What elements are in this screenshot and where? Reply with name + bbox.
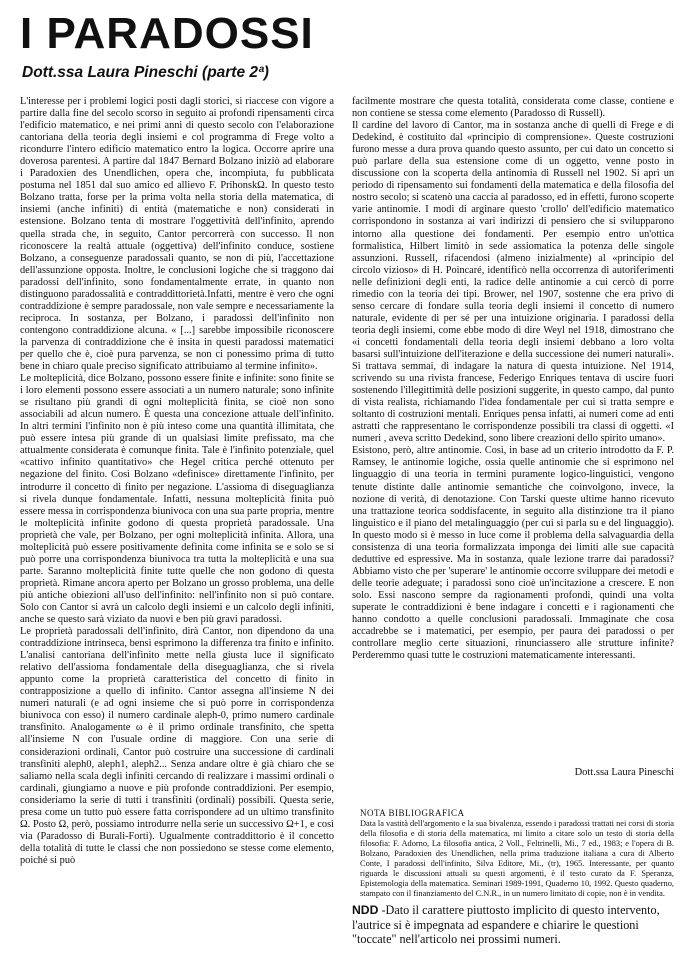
bibliography-heading: NOTA BIBLIOGRAFICA <box>360 808 465 818</box>
paragraph: Esistono, però, altre antinomie. Così, in base ad un criterio introdotto da F. P. Ramsey, le antinomie logiche, ossia quelle antinomie che si esprimono nel linguaggio di una teoria in termini puramente logico-linguistici, vengono tenute distinte dalle antinomie semantiche che coinvolgono, invece, la nozione di verità, di denotazione. Con Tarski queste ultime hanno ricevuto una trattazione teorica soddisfacente, in seguito alla distinzione tra il piano linguistico e il piano del metalinguaggio (per cui si parla su e del linguaggio). In questo modo si è messo in luce come il problema della salvaguardia della consistenza di una teoria formalizzata imponga dei limiti alle sue capacità deduttive ed espressive. Ma in sostanza, quale lezione trarre dai paradossi? Abbiamo visto che per 'superare' le antinomie occorre sviluppare dei metodi e delle teorie adeguate; i paradossi sono cioè un'incitazione a crescere. E non solo. Essi nascono sempre da ragionamenti profondi, quindi una volta superate le contraddizioni è bene indagare i concetti e i ragionamenti che hanno condotto a quelle conclusioni paradossali. Immaginate che cosa accadrebbe se i matematici, per esempio, per paura dei paradossi o per controllare meglio certe situazioni, rinunciassero alle strutture infinite? Perderemmo quasi tutte le costruzioni matematicamente interessanti. <box>352 445 674 662</box>
paragraph: facilmente mostrare che questa totalità, considerata come classe, contiene e non contiene se stessa come elemento (Paradosso di Russell). <box>352 96 674 120</box>
left-column <box>20 96 334 867</box>
bibliography-note <box>360 808 674 899</box>
editor-note-label: NDD <box>352 903 379 917</box>
editor-note-text: -Dato il carattere piuttosto implicito di questo intervento, l'autrice si è impegnata ad espandere e chiarire le questioni "toccate" nell'articolo nei prossimi numeri. <box>352 903 660 946</box>
author-signature: Dott.ssa Laura Pineschi <box>574 767 674 778</box>
paragraph: Le proprietà paradossali dell'infinito, dirà Cantor, non dipendono da una contraddizione intrinseca, bensì esprimono la differenza tra finito e infinito. L'analisi cantoriana dell'infinito mette nella giusta luce il significato relativo dell'assioma fondamentale della diseguaglianza, che si rivela appunto come la proprietà caratteristica del concetto di finito in contrapposizione a quello di infinito. Cantor assegna all'insieme N dei numeri naturali (e ad ogni insieme che si può porre in corrispondenza biunivoca con esso) il numero cardinale aleph-0, primo numero cardinale transfinito. Analogamente ω è il primo ordinale transfinito, che spetta all'insieme N con l'usuale ordine di maggiore. Con una serie di considerazioni ordinali, Cantor può costruire una successione di cardinali transfiniti aleph0, aleph1, aleph2... Senza andare oltre è già chiaro che se saliamo nella scala degli infiniti cercando di realizzare i massimi ordinali o cardinali, giungiamo a nuove e più profonde contraddizioni. Per esempio, consideriamo la serie di tutti i transfiniti (ordinali) possibili. Questa serie, presa come un tutto può essere fatta corrispondere ad un ultimo transfinito Ω. Posto Ω, però, possiamo introdurre nella serie un successivo Ω+1, e così via (Paradosso di Burali-Forti). Ugualmente contraddittorio è il concetto della totalità di tutte le classi che non possiedono se stesse come elemento, poiché si può <box>20 626 334 866</box>
article-subtitle: Dott.ssa Laura Pineschi (parte 2ª) <box>22 64 269 81</box>
article-title: I PARADOSSI <box>20 9 314 58</box>
paragraph: Le molteplicità, dice Bolzano, possono essere finite e infinite: sono finite se i loro elementi possono essere associati a un numero naturale; sono infinite se risultano più grandi di ogni molteplicità finita, se cioè non sono associabili ad alcun numero. È questa una concezione attuale dell'infinito. In altri termini l'infinito non è più inteso come una quantità illimitata, che può essere intesa più grande di un qualsiasi limite prefissato, ma che attualmente considerata è comunque finita. Tale è l'infinito potenziale, quel «cattivo infinito quantitativo» che Hegel critica perché ottenuto per negazione del finito. Così Bolzano «definisce» direttamente l'infinito, per introdurre il concetto di finito per negazione. L'assioma di diseguaglianza si rivela dunque fondamentale. Infatti, nessuna molteplicità finita può essere messa in corrispondenza biunivoca con una sua parte propria, mentre le molteplicità infinite godono di questa proprietà paradossale. Una proprietà che vale, per Bolzano, per ogni molteplicità infinita. Allora, una molteplicità può essere positivamente definita come infinita se e solo se si può porre una corrispondenza biunivoca tra tutta la molteplicità e una sua parte. Saranno molteplicità finite tutte quelle che non godono di questa proprietà. Rimane ancora aperto per Bolzano un grosso problema, una delle più antiche obiezioni all'uso dell'infinito: nell'infinito non si può contare. Solo con Cantor si avrà un calcolo degli insiemi e un calcolo degli infiniti, anche se questo sarà viziato da nuovi e ben più gravi paradossi. <box>20 373 334 626</box>
paragraph: L'interesse per i problemi logici posti dagli storici, si riaccese con vigore a partire dalla fine del secolo scorso in seguito ai profondi ripensamenti circa l'edificio matematico, e nei primi anni di questo secolo con l'elaborazione cantoriana della teoria degli insiemi e col programma di Frege volto a ricondurre l'intero edificio matematico entro la logica. Occorre aprire una doverosa parentesi. A partire dal 1847 Bernard Bolzano iniziò ad elaborare i Paradoxien des Unendlichen, opera che, incompiuta, fu pubblicata postuma nel 1851 dal suo amico ed allievo F. PrihonskΩ. In questo testo Bolzano tratta, forse per la prima volta nella storia della matematica, di insiemi (anche infiniti) di entità (matematiche e non) considerati in estensione. Bolzano tenta di mostrare l'oggettività dell'infinito, aprendo quella strada che, in seguito, Cantor percorrerà con successo. Il non riconoscere la realtà attuale (oggettiva) dell'infinito conduce, sostiene Bolzano, a conseguenze paradossali quanto, se non di più, l'accettazione dell'assunzione opposta. Inoltre, le conclusioni logiche che si traggono dai paradossi dell'infinito, sono fondamentalmente errate, in quanto non distinguono paradossalità e contraddittorietà.Infatti, mentre è vero che ogni contraddizione è sempre paradossale, non vale sempre e necessariamente la reciproca. In sostanza, per Bolzano, i paradossi dell'infinito non contengono contraddizione alcuna. « [...] sarebbe impossibile riconoscere la parvenza di contraddizione che è insita in questi paradossi matematici per quello che è, cioè pura parvenza, se non ci ponessimo prima di tutto bene in chiaro quale preciso significato attribuiamo al termine infinito». <box>20 96 334 373</box>
editor-note <box>352 903 674 947</box>
paragraph: Il cardine del lavoro di Cantor, ma in sostanza anche di quelli di Frege e di Dedekind, è costituito dal «principio di comprensione». Queste costruzioni furono messe a dura prova quando questo assunto, per cui dato un concetto si può parlare della sua estensione come di un oggetto, venne posto in discussione con la scoperta della antinomia di Russell nel 1902. Si aprì un periodo di ripensamento sui fondamenti della matematica e della filosofia del nostro secolo; si scatenò una caccia al paradosso, ed in effetti, furono scoperte varie antinomie. I modi di arginare questo 'crollo' dell'edificio matematico corrispondono in sostanza ai vari indirizzi di pensiero che si svilupparono intorno alla questione dei fondamenti. Per esempio entro un'ottica formalistica, Hilbert limitò in sede assiomatica la potenza delle singole assunzioni. Russell, rifacendosi (almeno inizialmente) al «principio del circolo vizioso» di H. Poincaré, identificò nella occorrenza di autoriferimenti nelle definizioni degli enti, la radice delle antinomie a cui cercò di porre rimedio con la teoria dei tipi. Brower, nel 1907, sostenne che era privo di senso cercare di fondare sulla teoria degli insiemi il concetto di numero naturale, evidente di per sé per una intuizione originaria. I paradossi della teoria degli insiemi, come ebbe modo di dire Weyl nel 1918, dimostrano che «i concetti fondamentali della teoria degli insiemi debbano a loro volta basarsi sull'intuizione dell'iterazione e della successione dei numeri naturali». Si trattava semmai, di indagare la natura di questa intuizione. Nel 1914, scrivendo su una rivista francese, Federigo Enriques tentava di uscire fuori sostenendo l'illegittimità delle posizioni suggerite, in questo campo, dal punto di vista realista, richiamando l'idea fondamentale per cui si tratta sempre e soltanto di costruzioni mentali. Enriques pensa infatti, ai numeri come ad enti astratti che rappresentano le corrispondenze possibili tra classi di oggetti. «I numeri , aveva scritto Dedekind, sono libere creazioni dello spirito umano». <box>352 120 674 445</box>
right-column <box>352 96 674 662</box>
bibliography-text: Data la vastità dell'argomento e la sua bivalenza, essendo i paradossi trattati nei corsi di storia della filosofia e di storia della matematica, mi limito a citare solo un testo di storia della filosofia: F. Adorno, La filosofia antica, 2 Voll., Feltrinelli, Mi., 7 ed., 1983; e l'opera di B. Bolzano, Paradoxien des Unendlichen, nella prima traduzione italiana a cura di Alberto Conte, I paradossi dell'infinito, Silva Editore, Mi., (tr), 1965. Interessante, per quanto riguarda le discussioni attuali su questi argomenti, è il testo curato da F. Speranza, Epistemologia della matematica. Seminari 1989-1991, Quaderno 10, 1992. Questo quaderno, stampato con il finanziamento del C.N.R., in un numero limitato di copie, non è in vendita. <box>360 819 674 898</box>
